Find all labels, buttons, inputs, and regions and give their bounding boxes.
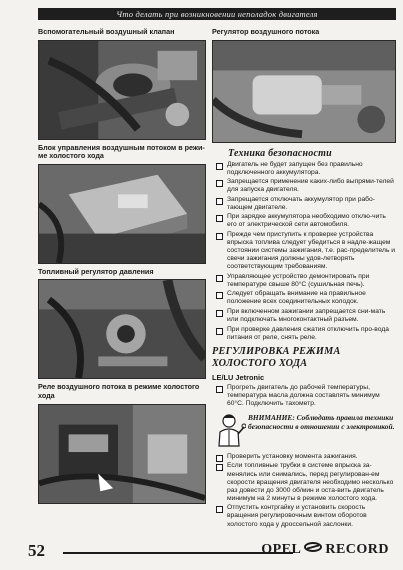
photo-idle-air-control: [38, 164, 206, 264]
safety-section: [212, 148, 396, 342]
header-title: Что делать при возникновении неполадок двигателя: [116, 9, 318, 19]
brand-right: RECORD: [325, 542, 389, 557]
idle-steps-list: [212, 453, 396, 529]
caption-idle-air-relay: Реле воздушного потока в режиме холостого хода: [38, 382, 200, 400]
page-footer: [0, 538, 403, 564]
page-header: [0, 4, 403, 22]
right-column: [212, 28, 396, 530]
caption-fuel-pressure-regulator: Топливный регулятор давления: [38, 266, 154, 276]
safety-list: [212, 161, 396, 342]
photo-air-flow-regulator: [212, 40, 396, 143]
photo-fuel-pressure-regulator: [38, 279, 206, 379]
caption-aux-air-valve: Вспомогательный воздушный клапан: [38, 27, 175, 36]
notice-text: ВНИМАНИЕ: Соблюдать правила техники безопасности в отношении с электроникой.: [248, 412, 395, 431]
header-band: [38, 8, 396, 20]
idle-step: Проверить установку момента зажигания.: [212, 453, 396, 461]
safety-title: Техника безопасности: [228, 147, 332, 159]
idle-intro-item: Прогреть двигатель до рабочей температуры, температура масла должна составлять минимум 60°С. Подключить тахометр.: [212, 384, 396, 408]
safety-item: Управляющее устройство демонтировать при температуре свыше 80°С (сушильная печь).: [212, 273, 396, 289]
idle-section: [212, 346, 396, 408]
attention-notice: [212, 412, 396, 450]
safety-item: При зарядке аккумулятора необходимо отклю-чить его от электрической сети автомобиля.: [212, 213, 396, 229]
brand-left: OPEL: [261, 542, 302, 557]
mechanic-icon: [212, 412, 246, 450]
photo-aux-air-valve: [38, 40, 206, 140]
safety-item: Следует обращать внимание на правильное положение всех соединительных колодок.: [212, 290, 396, 306]
idle-subtitle: LE/LU Jetronic: [212, 372, 265, 382]
caption-air-flow-regulator: Регулятор воздушного потока: [212, 27, 320, 36]
safety-item: Прежде чем приступить к проверке устройства впрыска топлива следует убедиться в надле-жащем состоянии системы зажигания, т.е. рас-пределитель и свечи зажигания должны удов-летворять соответствующим требованиям.: [212, 231, 396, 271]
idle-step: Отпустить контргайку и установить скорость вращения регулировочным винтом оборотов холостого хода у дроссельной заслонки.: [212, 504, 396, 528]
photo-idle-air-relay: [38, 404, 206, 504]
safety-item: Двигатель не будет запущен без правильно подключенного аккумулятора.: [212, 161, 396, 177]
safety-item: При проверке давления сжатия отключить про-вода питания от реле, снять реле.: [212, 326, 396, 342]
idle-title: РЕГУЛИРОВКА РЕЖИМА ХОЛОСТОГО ХОДА: [212, 345, 341, 369]
idle-intro-list: [212, 384, 396, 408]
caption-idle-air-control: Блок управления воздушным потоком в режи-ме холостого хода: [38, 142, 205, 161]
safety-item: Запрещается отключать аккумулятор при рабо-тающем двигателе.: [212, 196, 396, 212]
page-number: 52: [28, 541, 45, 560]
opel-logo-icon: [304, 542, 322, 552]
idle-step: Если топливные трубки в системе впрыска за-менялись или снимались, перед регулирован-ем скорости вращения двигателя необходимо несколько раз довести до 3000 об/мин и оста-вить двигатель минимум на 2 минуты в режиме холостого хода.: [212, 462, 396, 502]
brand-mark: [261, 542, 389, 558]
safety-item: При включенном зажигании запрещается сни-мать или подключать многоконтактный разъем.: [212, 308, 396, 324]
footer-rule: [63, 552, 293, 554]
left-column: [38, 28, 206, 504]
safety-item: Запрещается применение каких-либо выпрями-телей для запуска двигателя.: [212, 178, 396, 194]
